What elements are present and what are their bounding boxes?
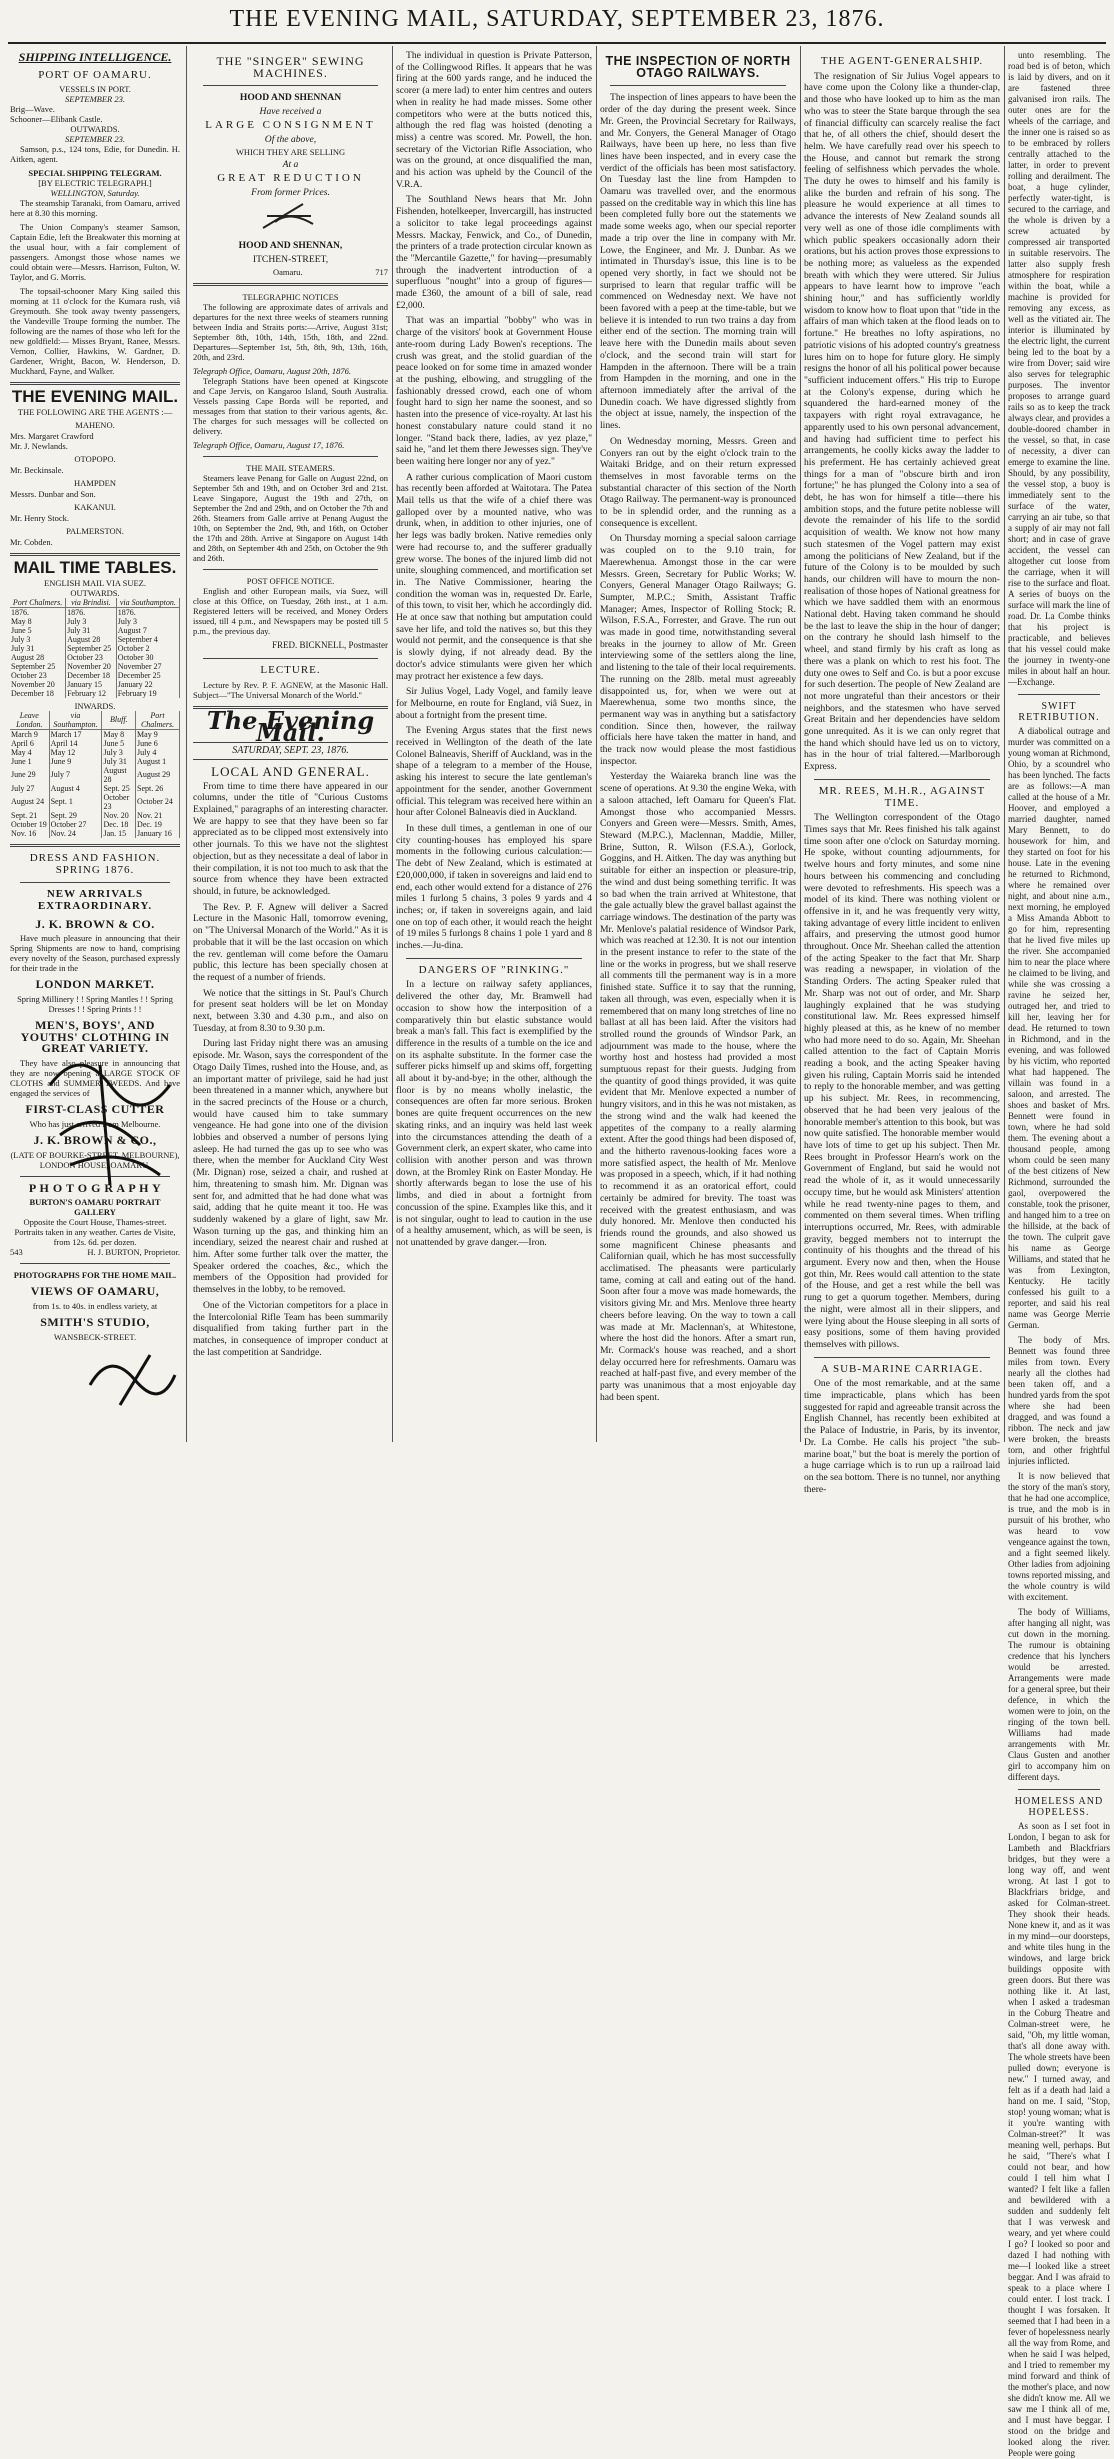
column-divider [1004, 46, 1005, 1442]
masthead: THE EVENING MAIL, SATURDAY, SEPTEMBER 23, 1876. [229, 6, 885, 32]
spring-goods: Spring Millinery ! ! Spring Mantles ! ! Spring Dresses ! ! Spring Prints ! ! [17, 994, 173, 1015]
table-row [10, 662, 180, 671]
table-cell: February 12 [66, 689, 117, 698]
telegraph-text-2: Telegraph Stations have been opened at Kingscote and Cape Jervis, on Kangaroo Island, South Australia. Vessels passing Cape Borda will be reported, and messages from that station to their various agents, &c. The charges for such messages will be collected on delivery. [193, 376, 388, 437]
table-cell: January 16 [136, 829, 180, 838]
column-divider [186, 46, 187, 1442]
table-cell: August 28 [102, 766, 136, 784]
lecture-heading: LECTURE. [260, 664, 321, 677]
agents-heading: THE FOLLOWING ARE THE AGENTS :— [17, 407, 173, 418]
table-cell: April 14 [49, 739, 102, 748]
column-divider [392, 46, 393, 1442]
agent-place: KAKANUI. [74, 502, 116, 513]
itchen-street: ITCHEN-STREET, [252, 253, 329, 265]
table-header: via Brindisi. [66, 598, 117, 608]
submarine-continued: unto resembling. The road bed is of beton, which is laid by divers, and on it are fastened three galvanised iron rails. The outer ones are for the wheels of the carriage, and the inner one is raised so as to be embraced by rollers centrally attached to the latter, in order to prevent rolling and derailment. The boat, a huge cylinder, perfectly water-tight, is secured to the carriage, and the whole is driven by a screw actuated by compressed air transported in suitable reservoirs. The latter also supply fresh atmosphere for respiration within the boat, while a machine is provided for removing any excess, as well as the vitiated air. The interior is illuminated by the electric light, the current being led to the boat by a wire from Dover; said wire also serves for telegraphic purposes. The inventor proposes to arrange guard rails so as to keep the track always clear, and provides a double-doored chamber in the vessel, so that, in case of necessity, a diver can emerge to examine the line. Should, by any possibility, the vessel stop, a buoy is immediately sent to the surface of the water, carrying an air tube, so that a supply of air may not fall short; and in case of grave accident, the vessel can altogether cut loose from the carriage, when it will rise to the surface and float. A series of buoys on the surface will mark the line of road. Dr. La Combe thinks that his project is practicable, and believes that his vessel could make the journey in twenty-one miles in about half an hour.—Exchange. [1008, 50, 1110, 687]
table-row [10, 644, 180, 653]
evening-mail-heading: THE EVENING MAIL. [11, 387, 179, 407]
homeless-text: As soon as I set foot in London, I began to ask for Lambeth and Blackfriars bridges, but they were a long way off, and went wrong. At last I got to Blackfriars bridge, and asked for Colman-street. They shook their heads. None knew it, and as it was in my mind—our doorsteps, and white tiles hung in the windows, and large brick buildings opposite with green doors. But there was nothing like it. At last, when I asked a tradesman in the Coburg Theatre and Colman-street were, he said, "Oh, my little woman, that's all done away with. The whole streets have been pulled down; everyone is new." I turned away, and felt as if a death had laid a hand on me. I said, "Stop, stop! young woman; what is it you're wanting with Colman-street?" It was meaning well, perhaps. But he said, "There's what I could not bear, and how could I tell him what I wanted? I felt like a fallen and bewildered with a sudden and suddenly felt that I was verwesk and weary, and yet where could I go? I looked so poor and dazed I had nothing with me—I looked like a street beggar. And I was afraid to speak to a place where I could enter. I lost track. I thought I was forsaken. It seemed that I had been in a fever of hopelessness nearly all the way from Rome, and when he said I was helped, and I tried to remember my mind forward and think of the mother's place, and now she didn't know me. All we saw me I think all of me, and I must have beggar. I stood on the bridge and looked along the river. People were going [1008, 1821, 1110, 2458]
agent-place: PALMERSTON. [66, 526, 124, 537]
brown-address: (LATE OF BOURKE-STREET, MELBOURNE), LONDON HOUSE, OAMARU. [10, 1149, 180, 1170]
union-text: The Union Company's steamer Samson, Captain Edie, left the Breakwater this morning at the usual hour, with a fair complement of passengers. Amongst those whose names we could obtain were—Messrs. Harrison, Fulton, W. Taylor, and G. Morris. [10, 222, 180, 283]
table-cell: Dec. 18 [102, 820, 136, 829]
swift-text: The body of Williams, after hanging all night, was cut down in the morning. The rumour is obtaining credence that his lynchers would be arrested. Arrangements were made for a general spree, but their defence, in which the women were to join, on the ringing of the town bell. Williams had made arrangements with Mr. Claus Gusten and another girl to accompany him on different days. [1008, 1607, 1110, 1782]
article-paragraph: The Southland News hears that Mr. John Fishenden, hotelkeeper, Invercargill, has instructed a solicitor to take legal proceedings against Messrs. Mackay, Fenwick, and Co., of Dunedin, the printers of a trade protection circular known as the "Mercantile Gazette," for having—presumably through the inadvertent introduction of a superfluous "nought" into a group of figures—made £360, the amount of a bill of sale, read £2,000. [396, 194, 592, 311]
cutter-sub: Who has just arrived from Melbourne. [29, 1118, 161, 1129]
column-6 [1008, 50, 1110, 2458]
table-cell: July 3 [10, 635, 66, 644]
table-row [10, 680, 180, 689]
table-cell: Nov. 24 [49, 829, 102, 838]
cutter: FIRST-CLASS CUTTER [25, 1102, 165, 1117]
outwards-date: SEPTEMBER 23. [65, 134, 125, 145]
table-cell: July 3 [66, 617, 117, 626]
table-cell: Sept. 21 [10, 811, 49, 820]
table-row [10, 766, 180, 784]
divider [1018, 694, 1100, 695]
rinking-text: In a lecture on railway safety appliances, delivered the other day, Mr. Bramwell had occasion to show how the interposition of a comparatively thin but elastic substance would break a man's fall. This fact is exemplified by the difference in the results of a tumble on the ice and on its asphalte substitute. In the former case the sufferer picks himself up and skims off, forgetting all about it by-and-bye; in the other, although the floor is by no means wholly inelastic, the consequences are often far more serious. Broken bones are quite frequent occurrences on the new skating rinks, and an inquiry was held last week into the circumstances attending the death of a Government clerk, an expert skater, who came into collision with another person and was thrown down, at the Bromley Rink on Easter Monday. He shortly afterwards began to lose the use of his limbs, and died in about a fortnight from concussion of the spine. Examples like this, and it is not singular, ought to lead to caution in the use of a healthy amusement, which, as will be seen, is not unattended by grave danger.—Iron. [396, 979, 592, 1248]
table-cell: August 29 [136, 766, 180, 784]
divider [20, 1263, 170, 1264]
table-cell: August 24 [10, 793, 49, 811]
dateline: SATURDAY, SEPT. 23, 1876. [193, 742, 388, 760]
swift-heading: SWIFT RETRIBUTION. [1018, 701, 1100, 723]
table-header: via Southampton. [49, 711, 102, 730]
hood-footer [193, 267, 388, 277]
table-row [10, 811, 180, 820]
table-cell: October 24 [136, 793, 180, 811]
received: Have received a [259, 106, 322, 118]
table-cell: October 19 [10, 820, 49, 829]
local-paragraph: During last Friday night there was an amusing episode. Mr. Wason, says the correspondent of the Otago Daily Times, rushed into the House, and, as an important matter of privilege, said he had just been threatened in a manner which, anywhere but in the sacred precincts of the House or a church, would have caused him to take summary vengeance. He had gone into one of the division lobbies and observed a number of persons lying asleep. He had turned the gas up to see who was there, when the member for Auckland City West (Mr. Dignan) rose, seized a chair, and rushed at him, threatening to smash him. Mr. Dignan was sent for, and admitted that he had done what was said, adding that he quite meant it too. He was suddenly wakened by a glare of light, saw Mr. Wason turning up the gas, and thinking him an incendiary, seized the nearest chair and rushed at him. After some further talk over the matter, the Speaker ordered the coaches, &c., which the members of the Opposition had provided for themselves in the lobby, to be removed. [193, 1038, 388, 1296]
column-2 [193, 50, 388, 1440]
telegraph-heading: TELEGRAPHIC NOTICES [242, 292, 339, 303]
steamers-text: Steamers leave Penang for Galle on August 22nd, on September 5th and 19th, and on October 3rd and 21st. Leave Singapore, August the 19th and 27th, on September the 2nd and 29th, and on October the 7th and 26th. Steamers from Galle arrive at Penang August the 10th, on September the 2nd, 9th, and 16th, on October the 17th and 28th. Arrive at Singapore on August 14th and 28th, on September 4th and 25th, on October the 9th and 26th. [193, 473, 388, 564]
agent-place: HAMPDEN [73, 478, 117, 489]
table-cell: May 12 [49, 748, 102, 757]
agent-heading: THE AGENT-GENERALSHIP. [820, 55, 984, 67]
masthead-rule [8, 42, 1106, 44]
rees-text: The Wellington correspondent of the Otago Times says that Mr. Rees finished his talk against time soon after one o'clock on Saturday morning. He spoke, without counting adjournments, for twelve hours and forty minutes, and some nine hours between his commencing and concluding were devoted to refreshments. His speech was a model of its kind. There was nothing violent or offensive in it, and he was frequently very witty, taking advantage of every little incident to enliven affairs, and preserving the utmost good humor throughout. Once Mr. Sheehan called the attention of the acting Speaker to the fact that Mr. Sharp was reading a newspaper, in violation of the Standing Orders. The acting Speaker ruled that Mr. Sharp was not out of order, and Mr. Sharp laughingly explained that he was studying constitutional law. Mr. Rees expressed himself highly pleased at this, as he knew of no member who had more need to do so. Again, Mr. Sheehan called attention to the fact of Captain Morris reading a book, and the acting Speaker having given his ruling, Captain Morris said he intended to reply to the honorable member, and was getting up his subject. Mr. Rees, in recommencing, observed that he had been very jealous of the honorable member's attention to this book, but was now quite satisfied. The honorable member would have lots of time to get up his subject. Then Mr. Rees brought in Professor Hearn's work on the Government of England, but said he would not read the whole of it, as it would unnecessarily occupy time, but he would ask Ministers' attention while he read twenty-nine pages to them, and commented on them several times. When trifling interruptions occurred, Mr. Rees, with admirable gravity, begged members not to interrupt the continuity of his thoughts and the thread of his argument. Every now and then, when the House got thin, Mr. Rees would call attention to the state of the House, and get a rest while the bell was rung to get a quorum together. Members, during the night, were almost all in their slippers, and were lying about the House sleeping in all sorts of easy positions, some of them having provided themselves with pillows. [804, 812, 1000, 1350]
table-row [10, 671, 180, 680]
stock-text: They have also pleasure in announcing that they are now opening a LARGE STOCK OF CLOTHS and SUMMER TWEEDS. And have engaged the services of [10, 1058, 180, 1099]
article-paragraph: That was an impartial "bobby" who was in charge of the visitors' book at Government House ante-room during Lady Bowen's receptions. The crush was great, and the stolid guardian of the peace looked on for some time in amazed wonder at the pushing, elbowing, and struggling of the fashionably dressed crowd, each one of whom fought hard to sign her name the soonest, and so hasten into the presence of vice-royalty. At last his honest constabulary nature could stand it no longer. "Stand back there, ladies, av yez plaze," said he, "and let them there Jewesses sign. They've been waiting here longer nor any of yez." [396, 315, 592, 467]
mail-heading: MAIL TIME TABLES. [13, 558, 177, 578]
outwards-label: OUTWARDS. [70, 587, 120, 598]
ad-number: 717 [375, 267, 388, 278]
table-cell: June 6 [136, 739, 180, 748]
dress-heading: DRESS AND FASHION. SPRING 1876. [29, 851, 161, 876]
divider [610, 85, 786, 86]
table-cell: July 27 [10, 784, 49, 793]
column-divider [800, 46, 801, 1442]
agent-place: MAHENO. [75, 420, 115, 431]
divider [20, 882, 170, 883]
swift-text: It is now believed that the story of the man's story, that he had one accomplice, is true, and the mob is in pursuit of his brother, who was heard to vow vengeance against the town, and a fight seemed likely. Other ladies from adjoining towns reported missing, and the whole country is wild with excitement. [1008, 1471, 1110, 1602]
table-row [10, 689, 180, 698]
submarine-text: One of the most remarkable, and at the same time impracticable, plans which has been suggested for rapid and agreeable transit across the English Channel, has recently been exhibited at the Palace of Industrie, in Paris, by its inventor, Dr. La Combe. He calls his project "the sub-marine boat," but the boat is merely the portion of a huge carriage which is to run up a railroad laid on the sea bottom. There is no tunnel, nor anything there- [804, 1378, 1000, 1495]
burtons-footer [10, 1247, 180, 1257]
table-row [10, 784, 180, 793]
table-cell: July 31 [102, 757, 136, 766]
handwritten-scribble [40, 1045, 180, 1195]
smiths-studio: SMITH'S STUDIO, [40, 1314, 150, 1329]
local-paragraph: We notice that the sittings in St. Paul's Church for present seat holders will be let on Monday next, between 3.30 and 4.30 p.m., and also on Tuesday, at from 8.30 to 9.30 p.m. [193, 987, 388, 1034]
table-cell: Sept. 1 [49, 793, 102, 811]
local-heading: LOCAL AND GENERAL. [211, 763, 370, 779]
photo-heading: P H O T O G R A P H Y [28, 1180, 162, 1195]
table-cell: Jan. 15 [102, 829, 136, 838]
agent-name: Messrs. Dunbar and Son. [10, 489, 96, 500]
table-cell: December 18 [66, 671, 117, 680]
table-cell: December 25 [116, 671, 179, 680]
table-header: Bluff. [102, 711, 136, 730]
table-cell: Sept. 29 [49, 811, 102, 820]
table-row [10, 829, 180, 838]
burtons-text: Opposite the Court House, Thames-street. Portraits taken in any weather. Cartes de Visite, from 12s. 6d. per dozen. [14, 1217, 176, 1248]
hood-signature: HOOD AND SHENNAN, [238, 240, 343, 252]
divider [814, 1357, 990, 1358]
local-paragraph: The Rev. P. F. Agnew will deliver a Sacred Lecture in the Masonic Hall, tomorrow evening, on "The Universal Monarch of the World." As it is probable that it will be the last occasion on which the rev. gentleman will come before the Oamaru public, this lecture has been specially chosen at the request of a number of friends. [193, 901, 388, 983]
table-cell: 1876. [66, 607, 117, 617]
table-row [10, 617, 180, 626]
table-cell: March 9 [10, 729, 49, 739]
table-cell: July 3 [102, 748, 136, 757]
divider [193, 283, 388, 286]
divider [203, 456, 378, 457]
agent-name: Mr. Henry Stock. [10, 513, 70, 524]
table-cell: 1876. [10, 607, 66, 617]
inspection-paragraph: On Thursday morning a special saloon carriage was coupled on to the 9.10 train, for Maerewhenua. Amongst those in the car were Messrs. Green, Secretary for Public Works; W. Conyers, General Manager Otago Railways; G. Sumpter, M.P.C.; Smith, Assistant Traffic Manager; Ames, Inspector of Rolling Stock; R. Wilson, F.S.A., Forrester, and Grave. The run out was made in good time, notwithstanding several breaks in the journey to allow of Mr. Green interviewing some of the settlers along the line, and listening to the tale of their local requirements. The running on the 28lb. metal must agreeably disappointed us, for, when we were out at Maerewhenua, some two months since, the permanent way was in anything but a satisfactory condition. Since then, however, the railway officials here have taken the matter in hand, and the track now would please the most fastidious inspector. [600, 533, 796, 767]
views-heading: VIEWS OF OAMARU, [30, 1284, 160, 1299]
vessels-heading: VESSELS IN PORT. [59, 84, 131, 95]
table-cell: October 23 [10, 671, 66, 680]
great-reduction: GREAT REDUCTION [217, 171, 364, 184]
divider [814, 779, 990, 780]
table-cell: May 8 [102, 729, 136, 739]
vessel-item: Brig—Wave. [10, 104, 55, 115]
article-paragraph: A rather curious complication of Maori custom has recently been afforded at Waitotara. The Patea Mail tells us that the wife of a chief there was galloped over by a mounted native, who was drunk, when, in addition to other injuries, one of her legs was badly broken. Native remedies only were had recourse to, and the sufferer gradually grew worse. The bones of the injured limb did not unite, sloughing commenced, and mortification set in. The Native Commissioner, hearing the condition the woman was in, requested Dr. Earle, of this town, to visit her, which he accordingly did. He at once saw that nothing but amputation could save her life, and told the natives so, but this they would not permit, and the consequence is that she is slowly dying, if not already dead. By the doctor's advice stimulants were given her which may protract her existence a few days. [396, 471, 592, 682]
divider [203, 569, 378, 570]
local-paragraph: One of the Victorian competitors for a place in the Intercolonial Rifle Team has been summarily disqualified from taking further part in the matches, in consequence of improper conduct at the last competition at Sandridge. [193, 1299, 388, 1358]
english-mail-label: ENGLISH MAIL VIA SUEZ. [44, 577, 146, 588]
former-prices: From former Prices. [251, 186, 330, 198]
table-cell: 1876. [116, 607, 179, 617]
local-paragraph: From time to time there have appeared in our columns, under the title of "Curious Customs Explained," paragraphs of an interesting character. We are happy to see that they have been so far appreciated as to be clipped most extensively into other journals. To this we have not the slightest objection, but as they necessitate a deal of labor in their compilation, it is not too much to ask that the source from whence they have been extracted should, in future, be acknowledged. [193, 780, 388, 897]
table-row [10, 729, 180, 739]
telegram-text: The steamship Taranaki, from Oamaru, arrived here at 8.30 this morning. [10, 198, 180, 219]
table-cell: October 2 [116, 644, 179, 653]
mail-outwards-table [10, 598, 180, 698]
paper-title: The Evening Mail. [206, 705, 375, 747]
new-arrivals: NEW ARRIVALS EXTRAORDINARY. [37, 888, 153, 912]
table-cell: Sept. 25 [102, 784, 136, 793]
table-cell: Nov. 16 [10, 829, 49, 838]
table-cell: July 31 [66, 626, 117, 635]
table-row [10, 739, 180, 748]
agent-name: Mr. J. Newlands. [10, 441, 68, 452]
large-consignment: LARGE CONSIGNMENT [205, 118, 376, 131]
table-cell: October 27 [49, 820, 102, 829]
table-cell: August 28 [66, 635, 117, 644]
views-sub: from 1s. to 40s. in endless variety, at [32, 1300, 158, 1311]
agents-list [10, 420, 180, 547]
column-1 [10, 50, 180, 1440]
singer-heading: THE "SINGER" SEWING MACHINES. [216, 54, 365, 80]
divider [10, 844, 180, 847]
swift-text: A diabolical outrage and murder was committed on a young woman at Richmond, Ohio, by a scoundrel who has been lynched. The facts are as follows:—A man called at the house of a Mr. Hoover, and employed a married daughter, named Mary Bennett, to do housework for him, and they started on foot for his house. Late in the evening he returned to Richmond, where he remained over night, and about nine a.m., next morning, he employed a Miss Amanda Abbott to go for him, representing that he lived five miles up the river. She accompanied him to near the place where he claimed to be living, and while she was crossing a ravine he seized her, outraged her, and tried to kill her, leaving her for dead. He returned to town in Richmond, and in the evening, and was followed by his victim, who reported what had happened. The villain was found in a saloon, and arrested. The shoes and basket of Mrs. Bennett were found in town, where he had sold them. The evening about a thousand people, among whom could be seen many of the best citizens of New Richmond, surrounded the gaol, overpowered the constable, took the prisoner, and hanged him to a tree on the hillside, at the back of the town. The culprit gave his name as George Williams, and stated that he was from Lexington, Kentucky. He tacitly confessed his guilt to a reporter, and said his real name was George Merrie German. [1008, 726, 1110, 1330]
agent-name: Mrs. Margaret Crawford [10, 431, 94, 442]
table-cell: March 17 [49, 729, 102, 739]
agent-text: The resignation of Sir Julius Vogel appears to have come upon the Colony like a thunder-clap, and those who have looked up to him as the man who was to steer the State barque through the sea of financial difficulty can scarcely realise the fact that he, of all others the chief, should desert the helm. We have carefully read over his speech to the House, and cannot but remark the strong feeling of selfishness which pervades the whole. The duty he owes to himself and his family is alike the burden and refrain of his song. The pleasure he would experience at all times to advance the interests of New Zealand sounds all very well as one of those idle compliments with which public speakers occasionally adorn their orations, but his action proves those expressions to be nothing more; as valueless as the expended breath with which they were uttered. Sir Julius appears to have learnt how to improve "each shining hour," and has sufficiently worldly wisdom to know how to float upon that "tide in the affairs of man which taken at the flood leads on to fortune." He breathes no lofty aspirations, no patriotic visions of his adopted country's greatness lures him on to hope for future glory. He simply resigns the honor of all his political power because "sufficient inducement offers." His trip to Europe at the Colony's expense, during which he squandered the hard-earned money of the taxpayers with right royal extravagance, he apparently used to his own personal advancement, and having had sufficient time to perfect his arrangements, he coolly kicks away the ladder to his preferment. He has certainly achieved great things for a man of "obscure birth and iron fortune;" he has plunged the Colony into a sea of debt, he has won for himself a title—there his ambition stops, and the future petite noblesse will devote the remainder of his life to the sordid acquisition of wealth. We know not how many such statesmen of the Vogel pattern may exist among the politicians of New Zealand, but if the future of the Colony is to be moulded by such hands, our children will have to mourn the non-realisation of those hopes of National greatness for which we have saddled them with an enormous National debt. Having taken command he should be the last to leave the ship in the hour of danger; on the contrary he should lash himself to the wheel, and stand firmly by his craft as long as there was a plank on which to rest his foot. The duty one owes to Self and Co. is but a poor excuse for such desertion. The people of New Zealand are not more ungrateful than their ancestors or their neighbors, and the statesmen who have served Great Britain and her dependencies have seldom gone unrequited. As it is we can only regret that the hand which should have led us on to victory, has in the hour of trial faltered.—Marlborough Express. [804, 70, 1000, 773]
telegram-heading: SPECIAL SHIPPING TELEGRAM. [28, 168, 162, 179]
table-cell: September 25 [66, 644, 117, 653]
table-cell: Nov. 21 [136, 811, 180, 820]
brown-signature: J. K. BROWN & CO., [33, 1132, 157, 1147]
burtons-proprietor: H. J. BURTON, Proprietor. [87, 1247, 180, 1258]
column-5 [804, 50, 1000, 1495]
agent-name: Mr. Beckinsale. [10, 465, 64, 476]
table-cell: September 25 [10, 662, 66, 671]
table-cell: August 7 [116, 626, 179, 635]
photos-home: PHOTOGRAPHS FOR THE HOME MAIL. [13, 1270, 177, 1281]
table-cell: June 9 [49, 757, 102, 766]
telegraph-text: The following are approximate dates of arrivals and departures for the next three weeks of steamers running between India and Straits ports:—Arrive, August 31st; September 8th, 10th, 14th, 15th, 18th, and 22nd. Departures—September 1st, 5th, 8th, 9th, 13th, 16th, 20th, and 23rd. [193, 302, 388, 363]
table-header: Leave London. [10, 711, 49, 730]
table-cell: June 1 [10, 757, 49, 766]
selling: WHICH THEY ARE SELLING [235, 147, 346, 158]
outwards-text: Samson, p.s., 124 tons, Edie, for Dunedin. H. Aitken, agent. [10, 144, 180, 165]
agent-name: Mr. Cobden. [10, 537, 53, 548]
table-row [10, 748, 180, 757]
steamers-heading: THE MAIL STEAMERS. [246, 463, 335, 474]
table-cell: Dec. 19 [136, 820, 180, 829]
table-cell: May 9 [136, 729, 180, 739]
article-paragraph: The Evening Argus states that the first news received in Wellington of the death of the late Colonel Balneavis, Sheriff of Auckland, was in the shape of a telegram to a member of the House, asking his interest to secure the late gentleman's appointment for the sender, another Government official. This telegram was received here within an hour after Colonel Balneavis died in Auckland. [396, 725, 592, 819]
table-cell: October 23 [66, 653, 117, 662]
table-cell: July 3 [116, 617, 179, 626]
table-row [10, 635, 180, 644]
divider [10, 382, 180, 385]
port-heading: PORT OF OAMARU. [38, 68, 152, 81]
table-row [10, 607, 180, 617]
handwritten-scribble [80, 1345, 180, 1415]
post-signature: FRED. BICKNELL, Postmaster [272, 640, 388, 651]
london-market: LONDON MARKET. [35, 977, 155, 992]
agent-place: OTOPOPO. [74, 454, 116, 465]
table-cell: Nov. 20 [102, 811, 136, 820]
telegraph-signature-2: Telegraph Office, Oamaru, August 17, 1876. [193, 440, 345, 451]
vessel-item: Schooner—Elibank Castle. [10, 114, 103, 125]
article-paragraph: The individual in question is Private Patterson, of the Collingwood Rifles. It appears that he was firing at the 600 yards range, and he induced the scorer (a mere lad) to enter him centres and outers when in reality he had made misses. Some other competitors who were at the butts noticed this, although the red flag was hoisted (denoting a miss) a centre was scored. Mr. Powell, the hon. secretary of the Victorian Rifle Association, who was on the ground, at once disqualified the man, and his action was upheld by the Council of the V.R.A. [396, 50, 592, 190]
inspection-heading: THE INSPECTION OF NORTH OTAGO RAILWAYS. [605, 54, 791, 80]
table-cell: February 19 [116, 689, 179, 698]
table-cell: May 4 [10, 748, 49, 757]
table-row [10, 793, 180, 811]
telegraph-signature: Telegraph Office, Oamaru, August 20th, 1876. [193, 366, 351, 377]
table-cell: October 30 [116, 653, 179, 662]
divider [1018, 1789, 1100, 1790]
swift-text: The body of Mrs. Bennett was found three miles from town. Every nearly all the clothes had been taken off, and a hundred yards from the spot where she had been dragged, and was found a ribbon. The neck and jaw were broken, the breasts torn, and other frightful injuries inflicted. [1008, 1335, 1110, 1466]
table-cell: July 7 [49, 766, 102, 784]
handwritten-mark [193, 200, 388, 234]
divider [203, 658, 378, 659]
table-cell: December 18 [10, 689, 66, 698]
table-cell: November 20 [66, 662, 117, 671]
table-cell: June 5 [10, 626, 66, 635]
ad-number: 543 [10, 1247, 23, 1258]
article-paragraph: Sir Julius Vogel, Lady Vogel, and family leave for Melbourne, en route for England, viâ Suez, in about a fortnight from the present time. [396, 686, 592, 721]
divider [406, 958, 582, 959]
vessels-date: SEPTEMBER 23. [65, 94, 125, 105]
table-cell: August 28 [10, 653, 66, 662]
table-header: via Southampton. [116, 598, 179, 608]
rees-heading: MR. REES, M.H.R., AGAINST TIME. [818, 784, 986, 809]
submarine-heading: A SUB-MARINE CARRIAGE. [820, 1362, 984, 1375]
telegram-dateline: WELLINGTON, Saturday. [50, 188, 140, 199]
of-above: Of the above, [264, 133, 317, 145]
table-cell: July 4 [136, 748, 180, 757]
table-row [10, 757, 180, 766]
brown-name: J. K. BROWN & CO. [35, 916, 155, 931]
table-cell: April 6 [10, 739, 49, 748]
table-cell: August 1 [136, 757, 180, 766]
table-cell: June 5 [102, 739, 136, 748]
hood-shennan: HOOD AND SHENNAN [239, 92, 342, 104]
divider [203, 85, 378, 86]
burtons-gallery: BURTON'S OAMARU PORTRAIT GALLERY [29, 1197, 161, 1218]
column-4 [600, 50, 796, 1440]
brown-text: Have much pleasure in announcing that their Spring Shipments are now to hand, comprising every novelty of the Season, purchased expressly for their trade in the [10, 933, 180, 974]
table-header: Port Chalmers. [10, 598, 66, 608]
inspection-paragraph: On Wednesday morning, Messrs. Green and Conyers ran out by the eight o'clock train to the Waitaki Bridge, and on their return expressed themselves in most favorable terms on the substantial character of this section of the North Otago Railway. The permanent-way is pronounced to be in splendid order, and the running as a consequence is excellent. [600, 435, 796, 529]
article-paragraph: In these dull times, a gentleman in one of our city counting-houses has employed his spare moments in the following curious calculation:—The debt of New Zealand, which is estimated at £20,000,000, if taken in sovereigns and laid end to end, each other would extend for a distance of 276 miles 1 furlong 5 chains, 3 poles 9 yards and 4 inches; or, if taken in sovereigns again, and laid one on top of each other, it would reach the height of 19 miles 5 furlongs 8 chains 1 pole 1 yard and 8 inches.—Ju-dina. [396, 823, 592, 952]
table-cell: Sept. 26 [136, 784, 180, 793]
divider [10, 553, 180, 556]
schooner-text: The topsail-schooner Mary King sailed this morning at 11 o'clock for the Kumara rush, viâ Greymouth. She took away twenty passengers, the Vandeville Troupe forming the number. The following are the names of those who left for the new goldfield:— Misses Bryant, Ranee, Messrs. Vernon, Collier, Hawkins, W. Gardner, D. Gardener, Wright, Bacon, W. Henderson, D. Muckhard, Fayne, and Walker. [10, 286, 180, 377]
table-cell: May 8 [10, 617, 66, 626]
table-header: Port Chalmers. [136, 711, 180, 730]
smiths-address: WANSBECK-STREET. [53, 1331, 137, 1342]
table-cell: January 15 [66, 680, 117, 689]
table-cell: January 22 [116, 680, 179, 689]
column-divider [596, 46, 597, 1442]
rinking-heading: DANGERS OF "RINKING." [418, 963, 570, 976]
post-text: English and other European mails, via Suez, will close at this Office, on Tuesday, 26th inst., at 1 a.m. Registered letters will be received, and Money Orders issued, till 4 p.m., and Newspapers may be posted till 5 p.m., the previous day. [193, 586, 388, 637]
table-cell: November 27 [116, 662, 179, 671]
table-cell: August 4 [49, 784, 102, 793]
table-row [10, 626, 180, 635]
at-a: At a [282, 159, 299, 171]
table-row [10, 653, 180, 662]
lecture-text: Lecture by Rev. P. F. AGNEW, at the Masonic Hall. Subject—"The Universal Monarch of the World." [193, 679, 388, 700]
mail-inwards-table [10, 711, 180, 838]
inspection-paragraph: Yesterday the Waiareka branch line was the scene of operations. At 9.30 the engine Weka, with a saloon attached, left Oamaru for Queen's Flat. Amongst those who accompanied Messrs. Conyers and Green were—Messrs. Smith, Ames, Steward (M.P.C.), Maclennan, Maddie, Miller, Brine, Sutton, R. Wilson (F.S.A.), Gorlock, Goggins, and H. Aitken. The day was anything but suitable for either an inspection or pleasure-trip, the wind and dust being something terrific. It was so bad when the train arrived at Whitestone, that the gale actually blew the gravel ballast against the carriage windows. The destination of the party was Mr. Menlove's palatial residence of Windsor Park, which was reached at 12.30. It is not our intention in the present instance to refer to the state of the line or the works in progress, but we shall reserve all comments till the permanent way is in a more finished state. Suffice it to say that the running, taken all through, was even, especially when it is remembered that on many long stretches of line no ballast at all has been laid. After the visitors had strolled round the grounds of Windsor Park, an adjournment was made to the house, where the worthy host and hostess had provided a most sumptuous repast for their guests. Judging from the quantity of good things provided, it was quite evident that Mr. Menlove expected a number of hungry visitors, and in this he was not mistaken, as the strong wind and the walk had keened the appetites of the company to a really alarming extent. After the good things had been disposed of, and the hitherto ravenous-looking faces wore a more satisfied aspect, the health of Mr. Menlove was proposed in a speech, which, if it had nothing to recommend it as an oratorical effort, could certainly be admired for brevity. The toast was received with the greatest enthusiasm, and was duly honored. Mr. Menlove then conducted his friends round the grounds, and also showed us some magnificent Chinese pheasants and Californian quail, which he has most successfully acclimatised. The pheasants were particularly tame, coming at call and eating out of the hand. Soon after four a move was made homewards, the visitors giving Mr. and Mrs. Menlove three hearty cheers before leaving. On the way to town a call was made at Mr. Maclennan's, at Whitestone, where the host did the honors. After a smart run, Mr. Cormack's house was reached, and a short delay occurred here for refreshments. Oamaru was reached at half-past five, and every member of the party was unanimous that a most enjoyable day had been spent. [600, 771, 796, 1403]
inwards-label: INWARDS. [74, 700, 116, 711]
shipping-heading: SHIPPING INTELLIGENCE. [18, 50, 172, 64]
outwards-heading: OUTWARDS. [70, 124, 120, 135]
column-3 [396, 50, 592, 1440]
post-heading: POST OFFICE NOTICE. [246, 576, 335, 587]
table-cell: June 29 [10, 766, 49, 784]
oamaru: Oamaru. [273, 267, 303, 278]
table-cell: November 20 [10, 680, 66, 689]
table-row [10, 820, 180, 829]
table-cell: September 4 [116, 635, 179, 644]
telegram-sub: [BY ELECTRIC TELEGRAPH.] [38, 178, 152, 189]
table-cell: July 31 [10, 644, 66, 653]
table-cell: October 23 [102, 793, 136, 811]
mens-heading: MEN'S, BOYS', AND YOUTHS' CLOTHING IN GREAT VARIETY. [20, 1018, 170, 1056]
inspection-paragraph: The inspection of lines appears to have been the order of the day during the present week. Since Mr. Green, the Provincial Secretary for Railways, and Mr. Conyers, the General Manager of Otago Railways, have been up here, no less than five lines have been inspected, and in every case the verdict of the officials has been most satisfactory. On Tuesday last the line from Hampden to Oamaru was travelled over, and the enormous passed on the creditable way in which this line has been completed fully bore out the statements we made some weeks ago, when our special reporter made a trip over the line in company with Mr. Lowe, the Engineer, and Mr. J. Dunbar. As we intimated in Thursday's issue, this line is to be opened very shortly, in fact we should not be surprised to learn that regular traffic will be commenced on Wednesday next. We have not been favored with a peep at the time-table, but we believe it is intended to run two trains a day from either end of the section. The morning train will leave here with the Dunedin mails about seven o'clock, and the second train will start for Hampden in the afternoon. There will be a train from Hampden in the morning, and one in the afternoon immediately after the arrival of the Dunedin coach. We have digressed slightly from the object at issue, namely, the inspection of the lines. [600, 92, 796, 432]
homeless-heading: HOMELESS AND HOPELESS. [1014, 1796, 1104, 1818]
